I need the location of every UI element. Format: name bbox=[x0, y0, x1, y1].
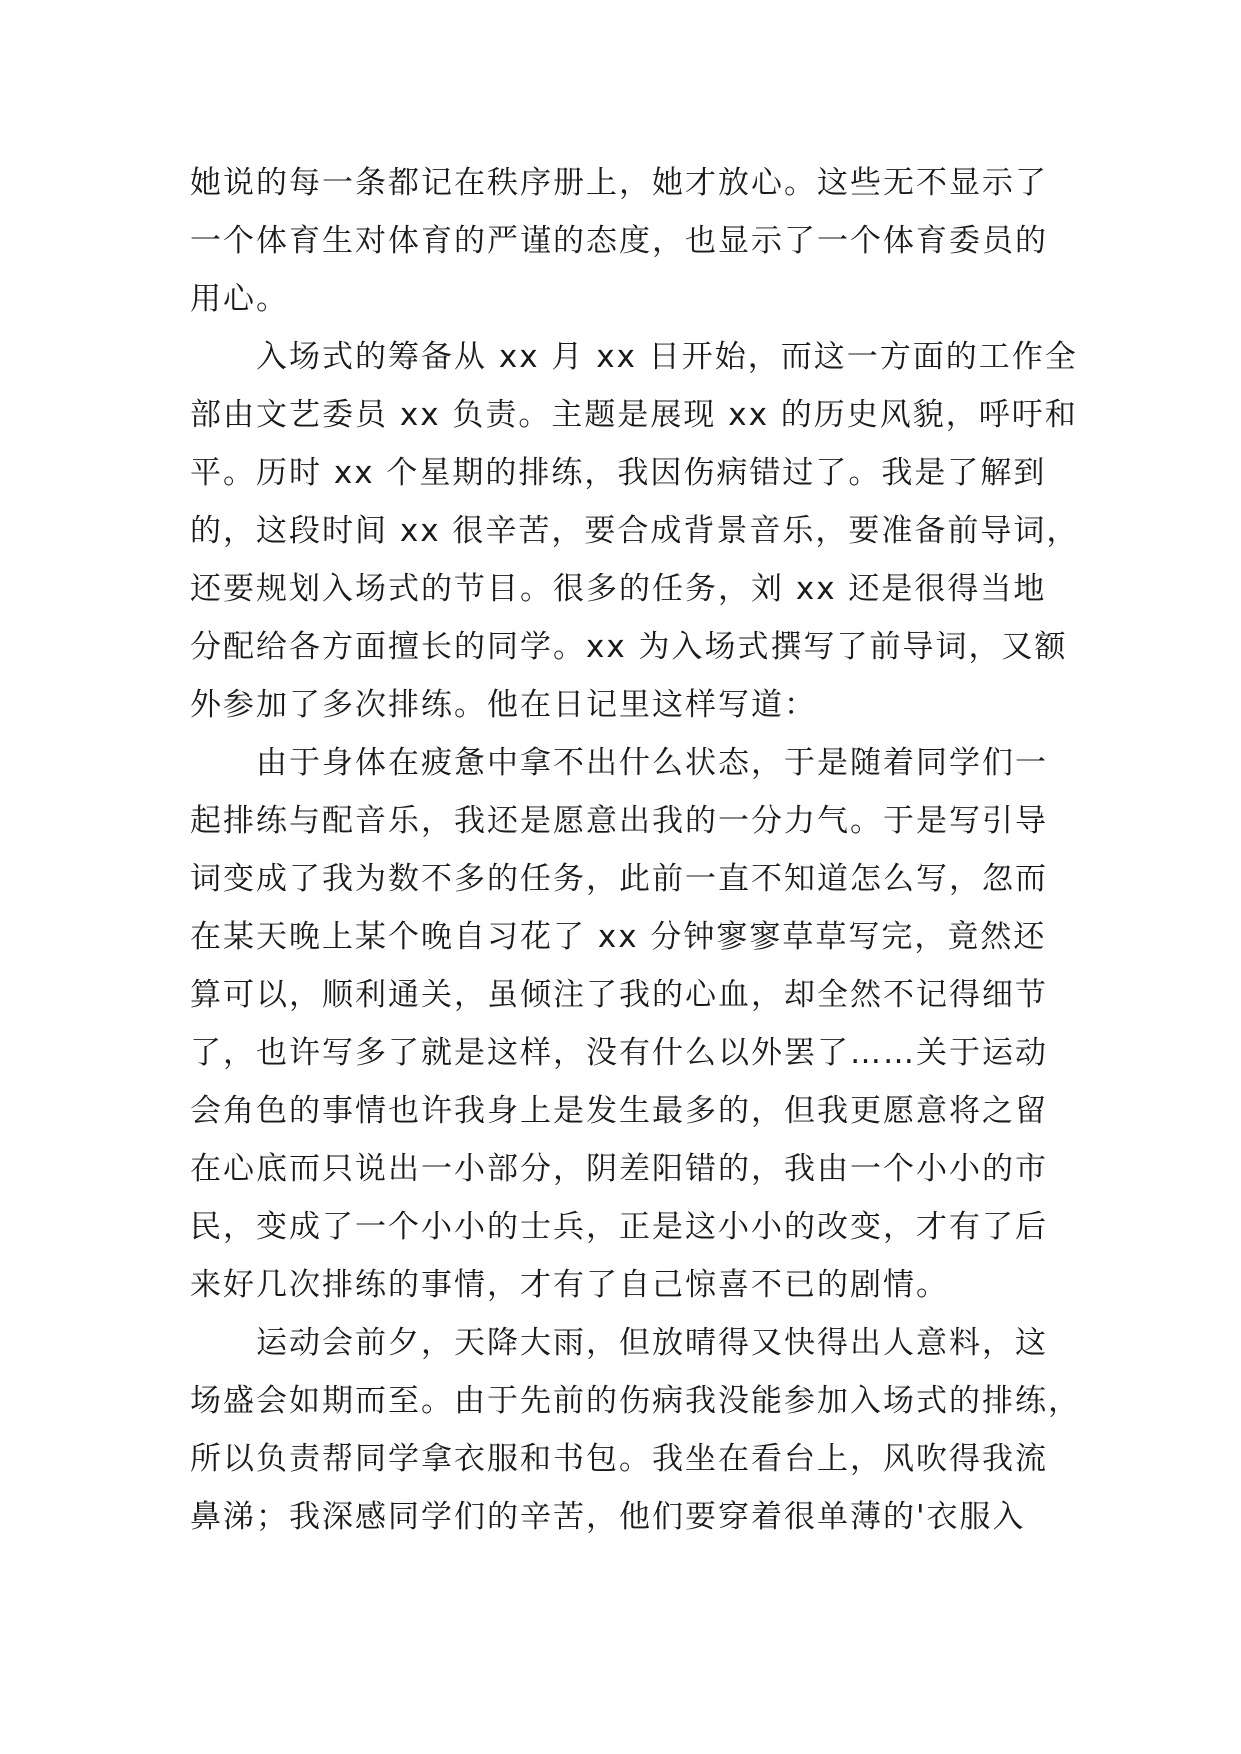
text-line: 外参加了多次排练。他在日记里这样写道： bbox=[190, 687, 817, 723]
text-line: 场盛会如期而至。由于先前的伤病我没能参加入场式的排练， bbox=[190, 1383, 1081, 1419]
text-line: 部由文艺委员 xx 负责。主题是展现 xx 的历史风貌，呼吁和 bbox=[190, 397, 1078, 433]
text-line: 一个体育生对体育的严谨的态度，也显示了一个体育委员的 bbox=[190, 223, 1048, 259]
text-line: 来好几次排练的事情，才有了自己惊喜不已的剧情。 bbox=[190, 1267, 949, 1303]
text-line: 在心底而只说出一小部分，阴差阳错的，我由一个小小的市 bbox=[190, 1151, 1048, 1187]
text-line: 的，这段时间 xx 很辛苦，要合成背景音乐，要准备前导词， bbox=[190, 513, 1080, 549]
text-line: 她说的每一条都记在秩序册上，她才放心。这些无不显示了 bbox=[190, 165, 1048, 201]
text-line: 会角色的事情也许我身上是发生最多的，但我更愿意将之留 bbox=[190, 1093, 1048, 1129]
text-line: 在某天晚上某个晚自习花了 xx 分钟寥寥草草写完，竟然还 bbox=[190, 919, 1047, 955]
text-line: 民，变成了一个小小的士兵，正是这小小的改变，才有了后 bbox=[190, 1209, 1048, 1245]
text-line: 了，也许写多了就是这样，没有什么以外罢了……关于运动 bbox=[190, 1035, 1048, 1071]
text-line: 入场式的筹备从 xx 月 xx 日开始，而这一方面的工作全 bbox=[256, 339, 1078, 375]
text-line: 词变成了我为数不多的任务，此前一直不知道怎么写，忽而 bbox=[190, 861, 1048, 897]
text-line: 平。历时 xx 个星期的排练，我因伤病错过了。我是了解到 bbox=[190, 455, 1047, 491]
text-line: 用心。 bbox=[190, 281, 289, 317]
document-body bbox=[190, 154, 1081, 1546]
text-line: 运动会前夕，天降大雨，但放晴得又快得出人意料，这 bbox=[256, 1325, 1048, 1361]
text-line: 还要规划入场式的节目。很多的任务，刘 xx 还是很得当地 bbox=[190, 571, 1047, 607]
text-line: 起排练与配音乐，我还是愿意出我的一分力气。于是写引导 bbox=[190, 803, 1048, 839]
text-line: 分配给各方面擅长的同学。xx 为入场式撰写了前导词，又额 bbox=[190, 629, 1068, 665]
text-line: 鼻涕；我深感同学们的辛苦，他们要穿着很单薄的'衣服入 bbox=[190, 1499, 1026, 1535]
text-line: 算可以，顺利通关，虽倾注了我的心血，却全然不记得细节 bbox=[190, 977, 1048, 1013]
text-line: 由于身体在疲惫中拿不出什么状态，于是随着同学们一 bbox=[256, 745, 1048, 781]
text-line: 所以负责帮同学拿衣服和书包。我坐在看台上，风吹得我流 bbox=[190, 1441, 1048, 1477]
